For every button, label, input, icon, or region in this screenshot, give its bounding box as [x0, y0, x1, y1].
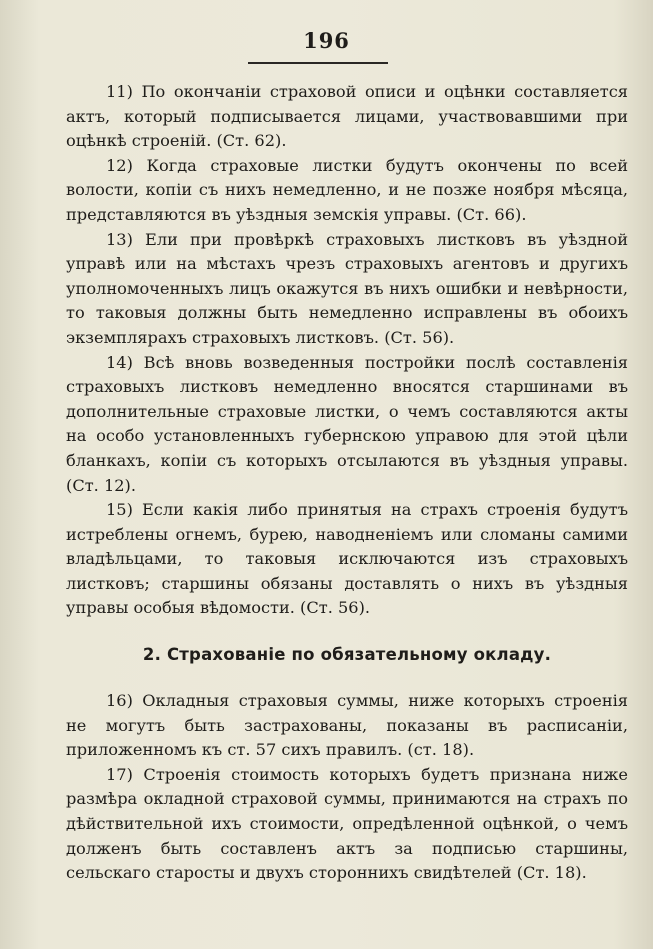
section-1-text: [66, 80, 628, 621]
paragraph-14: 14) Всѣ вновь возведенныя постройки послѣ составленія страховыхъ листковъ немедленно вносятся старшинами въ дополнительные страховые листки, о чемъ составляются акты на особо установленныхъ губернскою управою для этой цѣли бланкахъ, копіи съ которыхъ отсылаются въ уѣздныя управы. (Ст. 12).: [66, 352, 628, 495]
paragraph-15: 15) Если какія либо принятыя на страхъ строенія будутъ истреблены огнемъ, бурею, наводненіемъ или сломаны самими владѣльцами, то таковыя исключаются изъ страховыхъ листковъ; старшины обязаны доставлять о нихъ въ уѣздныя управы особыя вѣдомости. (Ст. 56).: [66, 500, 628, 618]
header-rule: [248, 62, 388, 64]
section-2-heading: 2. Страхованіе по обязательному окладу.: [142, 645, 552, 664]
paragraph-12: 12) Когда страховые листки будутъ окончены по всей волости, копіи съ нихъ немедленно, и не позже ноября мѣсяца, представляются въ уѣздныя земскія управы. (Ст. 66).: [66, 155, 628, 224]
paragraph-17: 17) Строенія стоимость которыхъ будетъ признана ниже размѣра окладной страховой суммы, принимаются на страхъ по дѣйствительной ихъ стоимости, опредѣленной оцѣнкой, о чемъ долженъ быть составленъ актъ за подписью старшины, сельскаго старосты и двухъ стороннихъ свидѣтелей (Ст. 18).: [66, 764, 628, 883]
page-number: 196: [303, 28, 350, 53]
paragraph-11: 11) По окончаніи страховой описи и оцѣнки составляется актъ, который подписывается лицами, участвовавшими при оцѣнкѣ строеній. (Ст. 62).: [66, 82, 628, 151]
paragraph-16: 16) Окладныя страховыя суммы, ниже которыхъ строенія не могутъ быть застрахованы, показаны въ расписаніи, приложенномъ къ ст. 57 сихъ правилъ. (ст. 18).: [66, 691, 628, 760]
paragraph-13: 13) Ели при провѣркѣ страховыхъ листковъ въ уѣздной управѣ или на мѣстахъ чрезъ страховыхъ агентовъ и другихъ уполномоченныхъ лицъ окажутся въ нихъ ошибки и невѣрности, то таковыя должны быть немедленно исправлены въ обоихъ экземплярахъ страховыхъ листковъ. (Ст. 56).: [66, 229, 628, 347]
section-2-text: [66, 689, 628, 886]
